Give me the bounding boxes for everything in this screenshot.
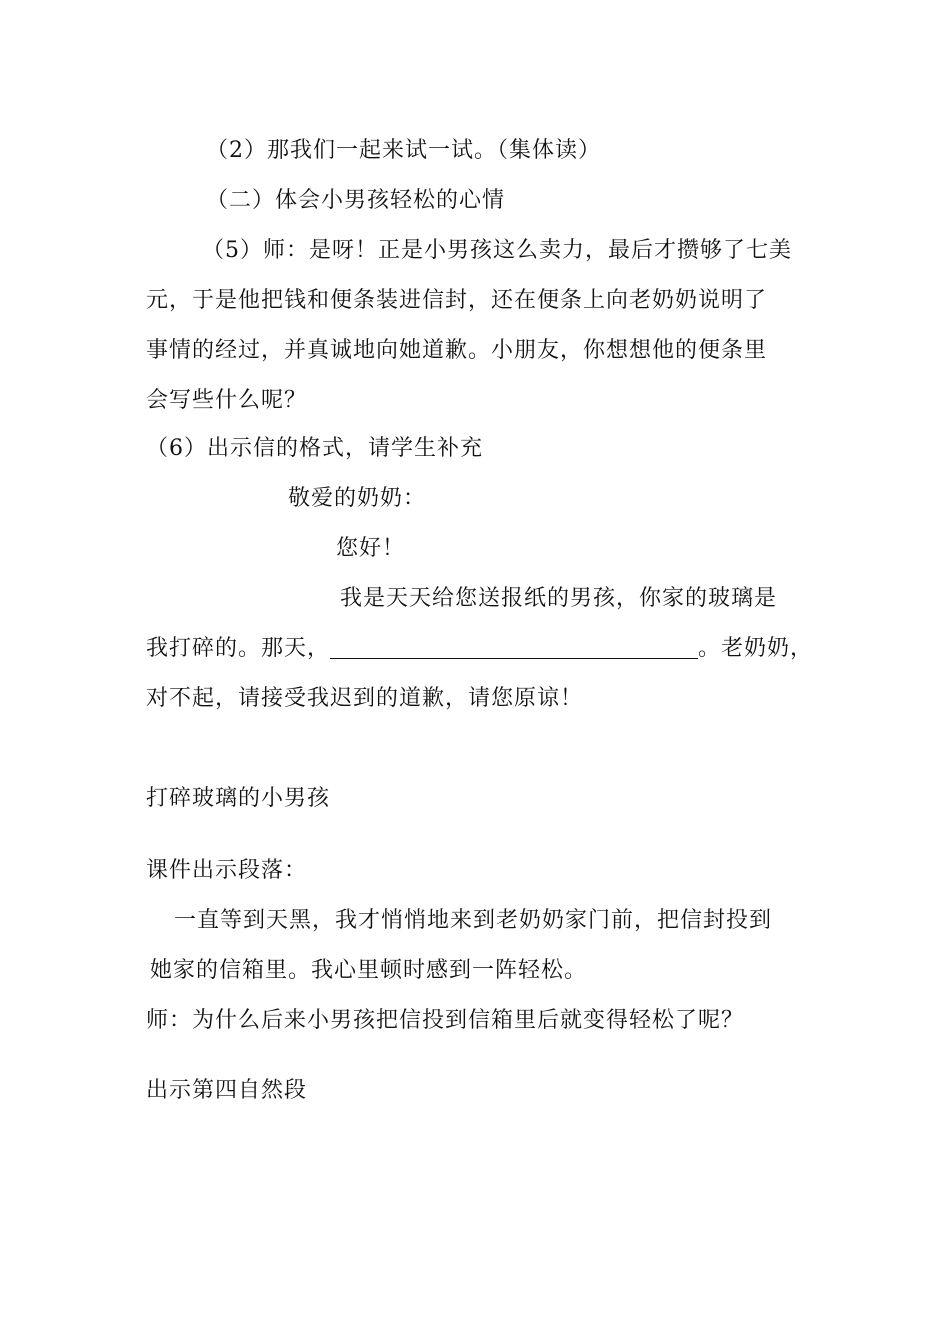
paragraph-line-3: （5）师：是呀！正是小男孩这么卖力，最后才攒够了七美	[202, 238, 792, 263]
fill-in-blank	[330, 636, 698, 659]
paragraph-line-6: 会写些什么呢？	[146, 388, 308, 413]
letter-body-line-3: 对不起，请接受我迟到的道歉，请您原谅！	[146, 686, 584, 711]
show-fourth-paragraph: 出示第四自然段	[146, 1078, 308, 1103]
letter-salutation: 敬爱的奶奶：	[288, 486, 427, 511]
courseware-label: 课件出示段落：	[146, 858, 308, 883]
letter-body-line-1: 我是天天给您送报纸的男孩，你家的玻璃是	[340, 586, 778, 611]
quoted-paragraph-line-2: 她家的信箱里。我心里顿时感到一阵轻松。	[150, 958, 588, 983]
paragraph-line-5: 事情的经过，并真诚地向她道歉。小朋友，你想想他的便条里	[146, 338, 768, 363]
letter-body-suffix: 。老奶奶，	[698, 636, 814, 661]
letter-body-line-2	[146, 634, 813, 664]
paragraph-line-7: （6）出示信的格式，请学生补充	[146, 436, 483, 461]
letter-signature: 打碎玻璃的小男孩	[146, 786, 331, 811]
paragraph-line-4: 元，于是他把钱和便条装进信封，还在便条上向老奶奶说明了	[146, 288, 768, 313]
letter-body-prefix: 我打碎的。那天，	[146, 636, 331, 661]
paragraph-line-1: （2）那我们一起来试一试。（集体读）	[206, 138, 601, 163]
teacher-question: 师：为什么后来小男孩把信投到信箱里后就变得轻松了呢？	[146, 1008, 745, 1033]
letter-greeting: 您好！	[336, 536, 406, 561]
section-heading: （二）体会小男孩轻松的心情	[206, 188, 506, 213]
quoted-paragraph-line-1: 一直等到天黑，我才悄悄地来到老奶奶家门前，把信封投到	[174, 908, 773, 933]
